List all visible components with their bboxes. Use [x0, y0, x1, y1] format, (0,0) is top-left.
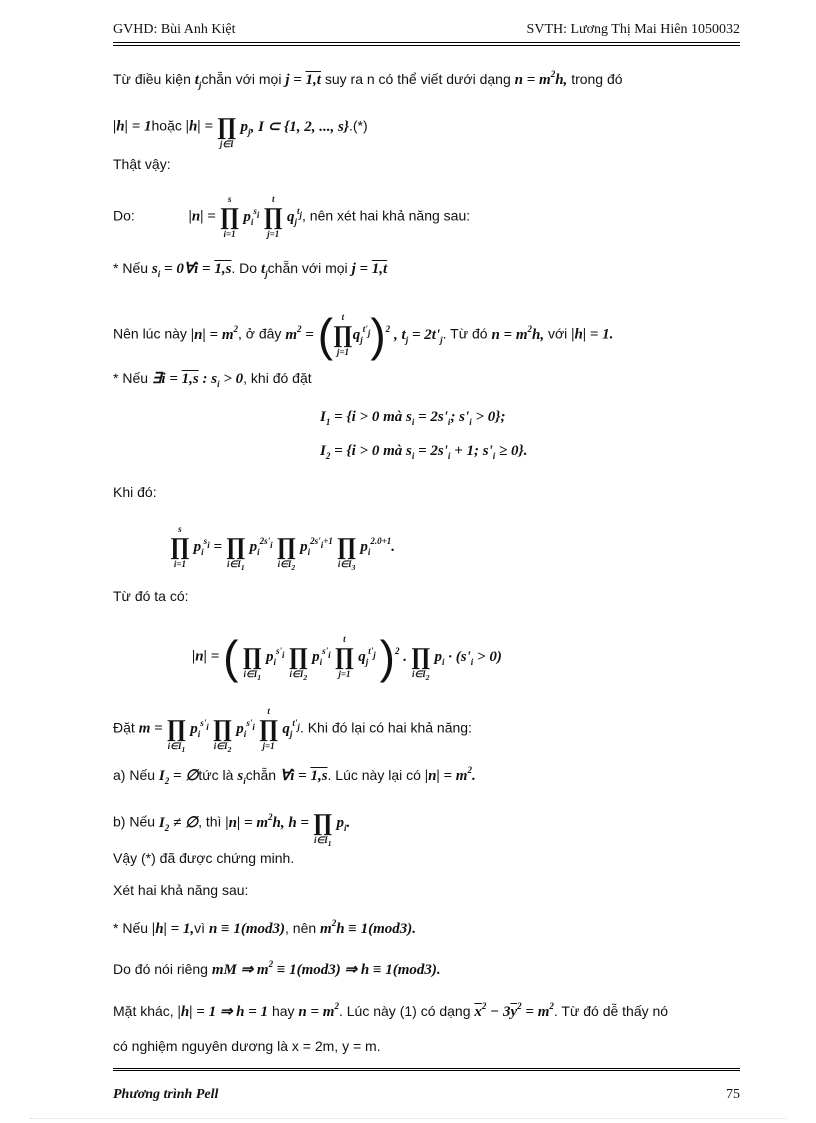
formula-n: |n| = ( ∏ $i\in I_1$ $p_i^{s'i}$ ∏ $i\in I_2$ $p_i^{s'i}$ t ∏ j=1 $q_j^{t'j}$ )$^2$ . ∏ $i\in I_2$ $p_i \cdot (s'_i > 0)$	[192, 631, 502, 683]
header-rule-2	[113, 45, 740, 46]
text-line-2: |h| = 1hoặc |h| = ∏ j∈I $p_j$, I ⊂ {1, 2, ..., s}.(*)	[113, 114, 368, 149]
text-line-4: Do: |n| = s ∏ i=1 $p_i^{si}$ t ∏ j=1 $q_j^{tj}$, nên xét hai khả năng sau:	[113, 194, 471, 239]
set-I2: $I_2 = \{i > 0$ mà $s_i = 2s'_i + 1$; $s'_i \ge 0$}.	[320, 443, 528, 461]
footer-rule	[113, 1068, 740, 1073]
text-line-3: Thật vậy:	[113, 156, 171, 172]
text-line-18: có nghiệm nguyên dương là x = 2m, y = m.	[113, 1038, 381, 1054]
text-line-15: * Nếu |h| = 1,vì n ≡ 1(mod3), nên $m^2h \equiv 1(mod3)$.	[113, 918, 417, 937]
text-line-17: Mặt khác, |h| = 1 ⇒ h = 1 hay $n = m^2$. Lúc này (1) có dạng $\overline{x}^2 - 3\overline{y}^2 = m^2$. Từ đó dễ thấy nó	[113, 1001, 669, 1020]
text-line-1: Từ điều kiện $t_jchẵn$ với mọi j = 1,t suy ra n có thể viết dưới dạng $n = m^2h$, trong đó	[113, 69, 623, 90]
text-line-13: Vậy (*) đã được chứng minh.	[113, 850, 295, 866]
page-edge	[30, 1118, 786, 1119]
header-supervisor: GVHD: Bùi Anh Kiệt	[113, 22, 236, 37]
formula-product: s ∏ i=1 $p_i^{si}$ = ∏ $i\in I_1$ $p_i^{2s'i}$ ∏ $i\in I_2$ $p_i^{2s'i+1}$ ∏ $i\in I_3$ $p_i^{2.0+1}$.	[170, 524, 396, 572]
text-line-11: a) Nếu $I_2$ = ∅tức là $s_ichẵn$ ∀i = 1,s. Lúc này lại có $|n| = m^2$.	[113, 765, 476, 786]
text-line-6: Nên lúc này $|n| = m^2$, ở đây $m^2$ = ( t ∏ j=1 $q_j^{t'j})^2$ , $t_j = 2t'_j$. Từ đó $n = m^2h$, với |h| = 1.	[113, 309, 614, 361]
footer-title: Phương trình Pell	[113, 1087, 219, 1102]
header-student: SVTH: Lương Thị Mai Hiên 1050032	[526, 22, 740, 37]
text-line-14: Xét hai khả năng sau:	[113, 882, 249, 898]
text-line-5: * Nếu $s_i$ = 0∀i = 1,s. Do $t_jchẵn$ với mọi j = 1,t	[113, 260, 388, 279]
header-rule	[113, 42, 740, 43]
text-line-12: b) Nếu $I_2$ ≠ ∅, thì $|n| = m^2h$, h = ∏ $i\in I_1$ $p_i$.	[113, 810, 351, 848]
text-line-8: Khi đó:	[113, 484, 157, 500]
page-number: 75	[726, 1087, 740, 1102]
text-line-10: Đặt m = ∏ $i\in I_1$ $p_i^{s'i}$ ∏ $i\in I_2$ $p_i^{s'i}$ t ∏ j=1 $q_j^{t'j}$. Khi đó lại có hai khả năng:	[113, 706, 472, 754]
text-line-9: Từ đó ta có:	[113, 588, 189, 604]
set-I1: $I_1 = \{i > 0$ mà $s_i = 2s'_i$; $s'_i > 0$};	[320, 409, 506, 427]
text-line-16: Do đó nói riêng mM ⇒ $m^2 \equiv 1(mod3)$ ⇒ h ≡ 1(mod3).	[113, 959, 441, 978]
text-line-7: * Nếu ∃i = 1,s : $s_i > 0$, khi đó đặt	[113, 370, 312, 389]
